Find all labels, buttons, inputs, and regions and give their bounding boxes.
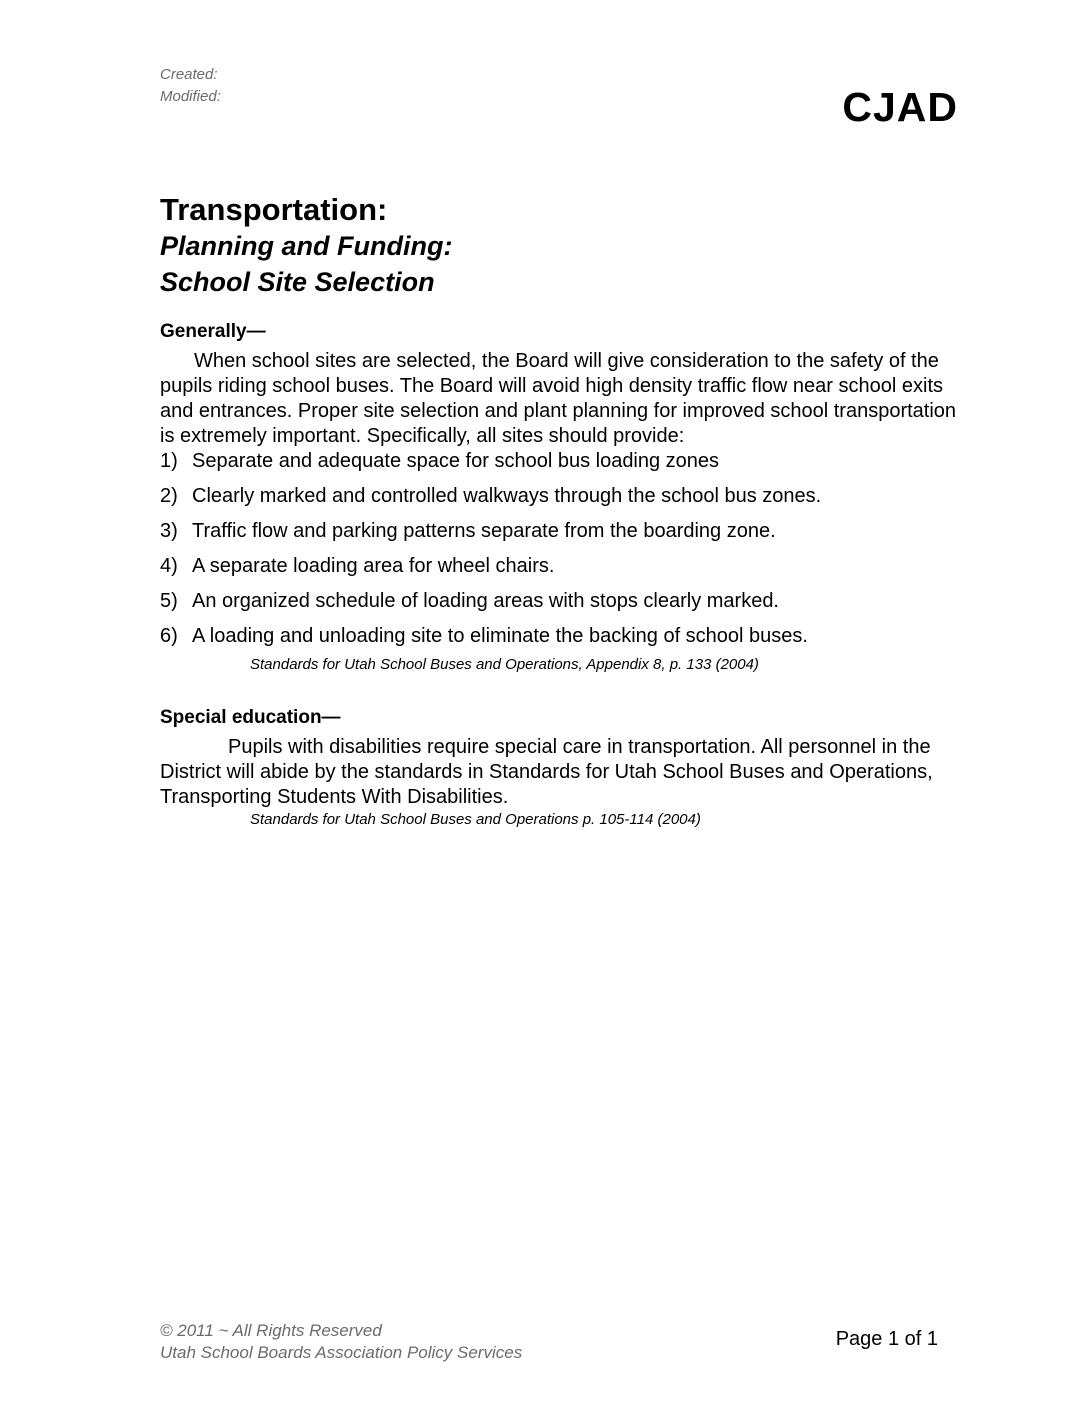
special-education-paragraph: Pupils with disabilities require special care in transportation. All personnel in the District will abide by the standards in Standards for Utah School Buses and Operations, Transporting Students With Disabilities. (160, 736, 933, 808)
list-item-number: 1) (160, 450, 178, 472)
citation-special-education: Standards for Utah School Buses and Operations p. 105-114 (2004) (250, 811, 701, 828)
list-item (160, 624, 960, 649)
list-item-number: 6) (160, 625, 178, 647)
list-item-number: 5) (160, 590, 178, 612)
footer-publisher: Utah School Boards Association Policy Services (160, 1343, 523, 1362)
list-item (160, 484, 960, 509)
section-heading-special-education: Special education— (160, 707, 341, 728)
policy-code: CJAD (842, 84, 958, 130)
list-item (160, 554, 960, 579)
list-item (160, 519, 960, 544)
document-title (160, 192, 452, 300)
list-item-number: 2) (160, 485, 178, 507)
list-item-number: 3) (160, 520, 178, 542)
title-subtitle-planning: Planning and Funding: (160, 231, 453, 261)
footer-copyright: © 2011 ~ All Rights Reserved (160, 1321, 382, 1340)
list-item (160, 589, 960, 614)
section-heading-generally: Generally— (160, 321, 266, 342)
list-item-text: An organized schedule of loading areas with stops clearly marked. (192, 590, 779, 612)
modified-label: Modified: (160, 88, 221, 105)
list-item-text: A separate loading area for wheel chairs. (192, 555, 555, 577)
title-subtitle-site-selection: School Site Selection (160, 267, 435, 297)
title-main: Transportation: (160, 192, 388, 227)
generally-paragraph: When school sites are selected, the Board will give consideration to the safety of the pupils riding school buses. The Board will avoid high density traffic flow near school exits and entrances. Proper site selection and plant planning for improved school transportation is extremely important. Specifically, all sites should provide: (160, 350, 957, 447)
list-item-text: A loading and unloading site to eliminate the backing of school buses. (192, 625, 808, 647)
footer-copyright-block (160, 1320, 522, 1364)
citation-generally: Standards for Utah School Buses and Operations, Appendix 8, p. 133 (2004) (250, 656, 759, 673)
list-item-number: 4) (160, 555, 178, 577)
list-item-text: Traffic flow and parking patterns separate from the boarding zone. (192, 520, 776, 542)
list-item-text: Clearly marked and controlled walkways through the school bus zones. (192, 485, 822, 507)
section-special-education (160, 706, 960, 830)
list-item-text: Separate and adequate space for school bus loading zones (192, 450, 720, 472)
section-generally (160, 320, 960, 675)
list-item (160, 449, 960, 474)
document-metadata (160, 64, 221, 108)
created-label: Created: (160, 66, 218, 83)
site-requirements-list (160, 449, 960, 649)
page-number: Page 1 of 1 (835, 1328, 938, 1350)
